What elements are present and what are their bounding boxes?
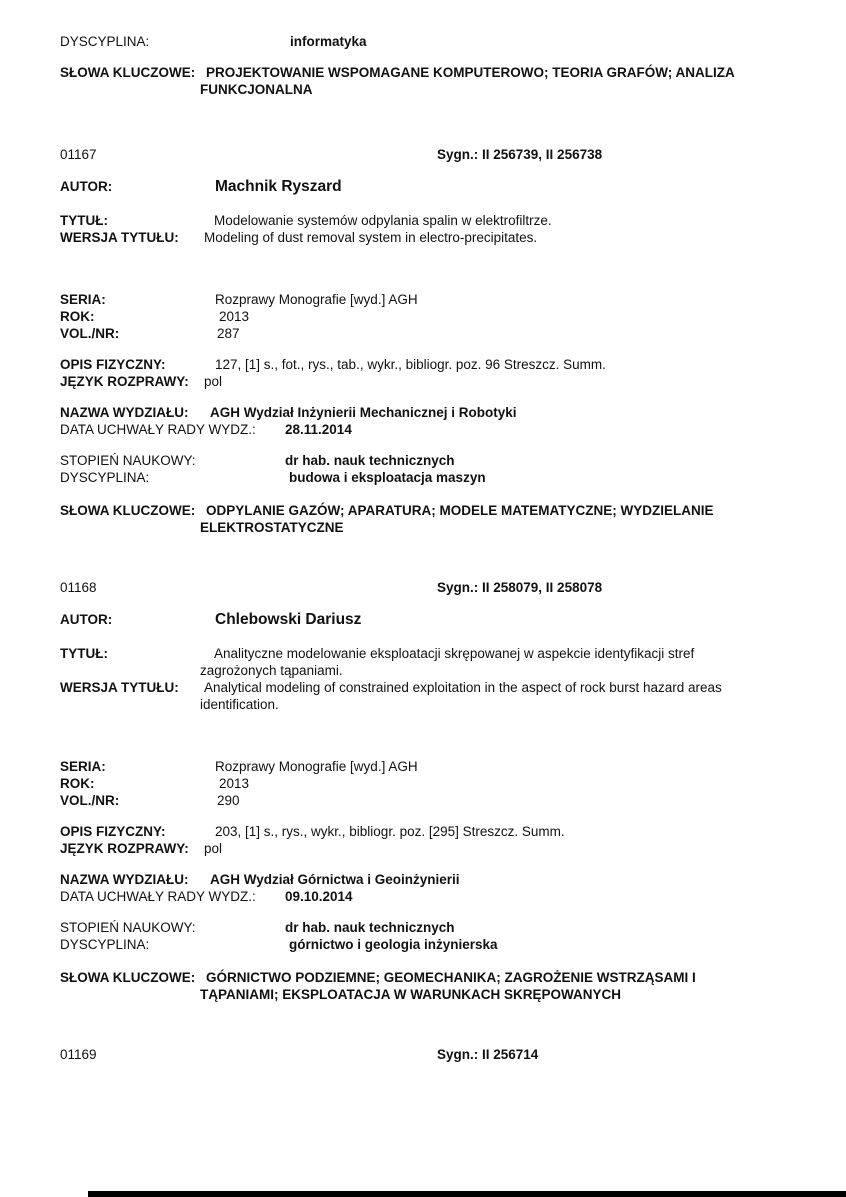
author-name: Chlebowski Dariusz bbox=[215, 611, 362, 628]
record-header bbox=[60, 579, 816, 596]
record-header bbox=[60, 1046, 816, 1063]
volume-row bbox=[60, 325, 816, 342]
author-row bbox=[60, 610, 816, 629]
partial-record-keywords-row bbox=[60, 64, 816, 98]
discipline-value: budowa i eksploatacja maszyn bbox=[289, 470, 486, 485]
discipline-label: DYSCYPLINA: bbox=[60, 470, 150, 485]
degree-label: STOPIEŃ NAUKOWY: bbox=[60, 920, 196, 935]
council-date-label: DATA UCHWAŁY RADY WYDZ.: bbox=[60, 889, 256, 904]
author-row bbox=[60, 177, 816, 196]
author-label: AUTOR: bbox=[60, 612, 113, 627]
title-value: Modelowanie systemów odpylania spalin w elektrofiltrze. bbox=[214, 213, 552, 228]
degree-group bbox=[60, 919, 816, 953]
series-label: SERIA: bbox=[60, 759, 106, 774]
discipline-label: DYSCYPLINA: bbox=[60, 34, 150, 49]
discipline-row bbox=[60, 936, 816, 953]
discipline-label: DYSCYPLINA: bbox=[60, 937, 150, 952]
faculty-label: NAZWA WYDZIAŁU: bbox=[60, 405, 189, 420]
physical-group bbox=[60, 823, 816, 857]
physical-description-label: OPIS FIZYCZNY: bbox=[60, 824, 166, 839]
series-group bbox=[60, 758, 816, 809]
partial-record-discipline-row bbox=[60, 33, 816, 50]
year-label: ROK: bbox=[60, 776, 95, 791]
year-row bbox=[60, 308, 816, 325]
faculty-row bbox=[60, 404, 816, 421]
volume-label: VOL./NR: bbox=[60, 326, 120, 341]
title-version-value: Analytical modeling of constrained exploitation in the aspect of rock burst hazard areas identification. bbox=[200, 680, 722, 712]
record-number: 01168 bbox=[60, 580, 97, 595]
language-row bbox=[60, 373, 816, 390]
title-version-row bbox=[60, 679, 816, 713]
faculty-value: AGH Wydział Górnictwa i Geoinżynierii bbox=[210, 872, 460, 887]
degree-row bbox=[60, 919, 816, 936]
keywords-row bbox=[60, 969, 816, 1003]
year-value: 2013 bbox=[219, 776, 250, 791]
series-label: SERIA: bbox=[60, 292, 106, 307]
title-label: TYTUŁ: bbox=[60, 213, 108, 228]
title-version-row bbox=[60, 229, 816, 246]
record-number: 01169 bbox=[60, 1047, 97, 1062]
keywords-value: GÓRNICTWO PODZIEMNE; GEOMECHANIKA; ZAGROŻENIE WSTRZĄSAMI I TĄPANIAMI; EKSPLOATACJA W WARUNKACH SKRĘPOWANYCH bbox=[200, 970, 696, 1002]
faculty-value: AGH Wydział Inżynierii Mechanicznej i Robotyki bbox=[210, 405, 517, 420]
keywords-row bbox=[60, 502, 816, 536]
title-value: Analityczne modelowanie eksploatacji skrępowanej w aspekcie identyfikacji stref zagrożonych tąpaniami. bbox=[200, 646, 695, 678]
council-date-value: 28.11.2014 bbox=[285, 422, 352, 437]
physical-description-row bbox=[60, 823, 816, 840]
faculty-group bbox=[60, 871, 816, 905]
degree-group bbox=[60, 452, 816, 486]
title-row bbox=[60, 645, 816, 679]
language-value: pol bbox=[204, 841, 223, 856]
keywords-value: ODPYLANIE GAZÓW; APARATURA; MODELE MATEMATYCZNE; WYDZIELANIE ELEKTROSTATYCZNE bbox=[200, 503, 714, 535]
physical-description-value: 127, [1] s., fot., rys., tab., wykr., bibliogr. poz. 96 Streszcz. Summ. bbox=[215, 357, 606, 372]
author-name: Machnik Ryszard bbox=[215, 178, 342, 195]
record-signature: Sygn.: II 256714 bbox=[437, 1047, 539, 1062]
volume-row bbox=[60, 792, 816, 809]
scan-edge-artifact bbox=[88, 1191, 846, 1197]
volume-value: 290 bbox=[217, 793, 240, 808]
title-group bbox=[60, 645, 816, 713]
year-row bbox=[60, 775, 816, 792]
language-label: JĘZYK ROZPRAWY: bbox=[60, 841, 189, 856]
discipline-value: górnictwo i geologia inżynierska bbox=[289, 937, 498, 952]
record-01169 bbox=[60, 1046, 816, 1063]
degree-label: STOPIEŃ NAUKOWY: bbox=[60, 453, 196, 468]
record-number: 01167 bbox=[60, 147, 97, 162]
discipline-value: informatyka bbox=[290, 34, 367, 49]
title-group bbox=[60, 212, 816, 246]
series-row bbox=[60, 291, 816, 308]
record-01167 bbox=[60, 146, 816, 536]
degree-value: dr hab. nauk technicznych bbox=[285, 453, 455, 468]
physical-description-label: OPIS FIZYCZNY: bbox=[60, 357, 166, 372]
title-version-label: WERSJA TYTUŁU: bbox=[60, 230, 179, 245]
record-header bbox=[60, 146, 816, 163]
language-row bbox=[60, 840, 816, 857]
volume-value: 287 bbox=[217, 326, 240, 341]
council-date-row bbox=[60, 888, 816, 905]
council-date-label: DATA UCHWAŁY RADY WYDZ.: bbox=[60, 422, 256, 437]
keywords-label: SŁOWA KLUCZOWE: bbox=[60, 65, 196, 80]
year-label: ROK: bbox=[60, 309, 95, 324]
language-value: pol bbox=[204, 374, 223, 389]
record-01168 bbox=[60, 579, 816, 1003]
title-row bbox=[60, 212, 816, 229]
discipline-row bbox=[60, 469, 816, 486]
record-signature: Sygn.: II 258079, II 258078 bbox=[437, 580, 603, 595]
physical-description-value: 203, [1] s., rys., wykr., bibliogr. poz. [295] Streszcz. Summ. bbox=[215, 824, 565, 839]
year-value: 2013 bbox=[219, 309, 250, 324]
faculty-label: NAZWA WYDZIAŁU: bbox=[60, 872, 189, 887]
council-date-value: 09.10.2014 bbox=[285, 889, 353, 904]
council-date-row bbox=[60, 421, 816, 438]
author-label: AUTOR: bbox=[60, 179, 113, 194]
title-version-label: WERSJA TYTUŁU: bbox=[60, 680, 179, 695]
series-group bbox=[60, 291, 816, 342]
keywords-value: PROJEKTOWANIE WSPOMAGANE KOMPUTEROWO; TEORIA GRAFÓW; ANALIZA FUNKCJONALNA bbox=[200, 65, 735, 97]
record-signature: Sygn.: II 256739, II 256738 bbox=[437, 147, 603, 162]
faculty-group bbox=[60, 404, 816, 438]
physical-description-row bbox=[60, 356, 816, 373]
degree-value: dr hab. nauk technicznych bbox=[285, 920, 455, 935]
physical-group bbox=[60, 356, 816, 390]
degree-row bbox=[60, 452, 816, 469]
title-version-value: Modeling of dust removal system in electro-precipitates. bbox=[204, 230, 538, 245]
series-value: Rozprawy Monografie [wyd.] AGH bbox=[215, 759, 418, 774]
volume-label: VOL./NR: bbox=[60, 793, 120, 808]
series-value: Rozprawy Monografie [wyd.] AGH bbox=[215, 292, 418, 307]
keywords-label: SŁOWA KLUCZOWE: bbox=[60, 503, 196, 518]
keywords-label: SŁOWA KLUCZOWE: bbox=[60, 970, 196, 985]
title-label: TYTUŁ: bbox=[60, 646, 108, 661]
faculty-row bbox=[60, 871, 816, 888]
language-label: JĘZYK ROZPRAWY: bbox=[60, 374, 189, 389]
series-row bbox=[60, 758, 816, 775]
